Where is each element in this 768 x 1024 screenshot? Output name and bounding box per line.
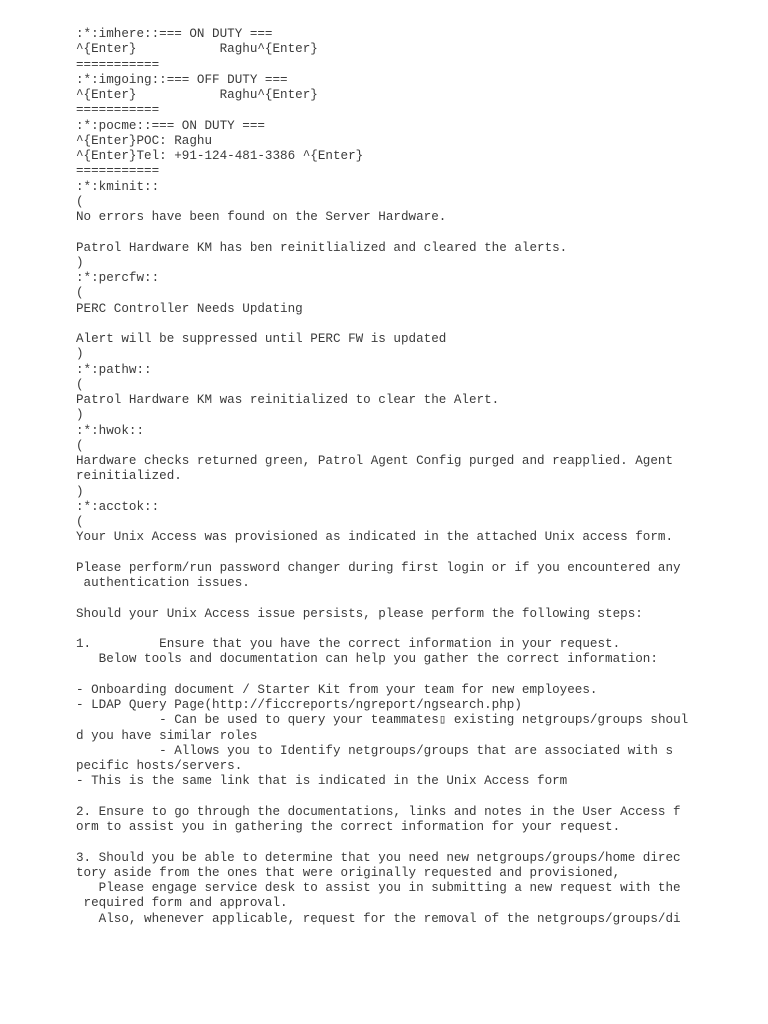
text-line: - Onboarding document / Starter Kit from your team for new employees. bbox=[76, 682, 598, 697]
text-line: ) bbox=[76, 347, 84, 362]
text-line bbox=[76, 317, 756, 332]
text-line: :*:pathw:: bbox=[76, 362, 152, 377]
text-line: tory aside from the ones that were originally requested and provisioned, bbox=[76, 865, 621, 880]
text-line: =========== bbox=[76, 164, 160, 179]
text-line: Below tools and documentation can help you gather the correct information: bbox=[76, 652, 658, 667]
text-line: PERC Controller Needs Updating bbox=[76, 301, 303, 316]
text-line: :*:hwok:: bbox=[76, 423, 145, 438]
text-line: :*:percfw:: bbox=[76, 271, 160, 285]
text-line: ^{Enter} Raghu^{Enter} bbox=[76, 88, 318, 102]
text-line: :*:imhere::=== ON DUTY === bbox=[76, 27, 273, 41]
text-line: =========== bbox=[76, 57, 160, 72]
text-line: reinitialized. bbox=[76, 469, 182, 484]
text-line: ) bbox=[76, 408, 84, 423]
text-line: ^{Enter} Raghu^{Enter} bbox=[76, 42, 318, 57]
text-line: :*:imgoing::=== OFF DUTY === bbox=[76, 72, 288, 87]
text-line: :*:acctok:: bbox=[76, 499, 160, 514]
text-line: ^{Enter}Tel: +91-124-481-3386 ^{Enter} bbox=[76, 149, 364, 163]
text-line: authentication issues. bbox=[76, 576, 250, 590]
text-line bbox=[76, 546, 756, 561]
text-line bbox=[76, 790, 756, 805]
text-line bbox=[76, 668, 756, 683]
text-line: Also, whenever applicable, request for the removal of the netgroups/groups/di bbox=[76, 911, 681, 926]
text-line: Should your Unix Access issue persists, please perform the following steps: bbox=[76, 606, 643, 621]
text-line: - Can be used to query your teammates▯ existing netgroups/groups shoul bbox=[76, 713, 689, 728]
text-line: ( bbox=[76, 515, 84, 529]
text-line: No errors have been found on the Server Hardware. bbox=[76, 210, 447, 224]
text-line bbox=[76, 622, 756, 637]
text-line: Patrol Hardware KM has ben reinitlialized and cleared the alerts. bbox=[76, 240, 568, 255]
text-line: ) bbox=[76, 255, 84, 270]
text-line: - LDAP Query Page(http://ficcreports/ngreport/ngsearch.php) bbox=[76, 698, 522, 712]
text-line: Please perform/run password changer during first login or if you encountered any bbox=[76, 560, 681, 575]
text-line: Please engage service desk to assist you in submitting a new request with the bbox=[76, 881, 681, 895]
text-line bbox=[76, 591, 756, 606]
text-line: 2. Ensure to go through the documentations, links and notes in the User Access f bbox=[76, 804, 681, 819]
text-line: d you have similar roles bbox=[76, 728, 258, 743]
text-line: :*:pocme::=== ON DUTY === bbox=[76, 118, 265, 133]
text-line: :*:kminit:: bbox=[76, 179, 160, 194]
text-line: - This is the same link that is indicated in the Unix Access form bbox=[76, 774, 568, 789]
text-line: Your Unix Access was provisioned as indicated in the attached Unix access form. bbox=[76, 530, 674, 545]
text-line: =========== bbox=[76, 103, 160, 118]
text-line: ( bbox=[76, 194, 84, 209]
text-line: orm to assist you in gathering the correct information for your request. bbox=[76, 820, 621, 834]
text-line: ( bbox=[76, 438, 84, 453]
text-line: Hardware checks returned green, Patrol Agent Config purged and reapplied. Agent bbox=[76, 454, 674, 468]
text-line: Alert will be suppressed until PERC FW is updated bbox=[76, 332, 447, 346]
text-line: Patrol Hardware KM was reinitialized to clear the Alert. bbox=[76, 393, 500, 407]
text-line: 1. Ensure that you have the correct information in your request. bbox=[76, 637, 621, 651]
text-line bbox=[76, 835, 756, 850]
text-line: required form and approval. bbox=[76, 896, 288, 911]
text-line: 3. Should you be able to determine that you need new netgroups/groups/home direc bbox=[76, 850, 681, 865]
text-line: - Allows you to Identify netgroups/groups that are associated with s bbox=[76, 743, 674, 758]
text-line: ( bbox=[76, 377, 84, 392]
text-line: ) bbox=[76, 484, 84, 499]
text-line: ^{Enter}POC: Raghu bbox=[76, 133, 213, 148]
text-line: ( bbox=[76, 286, 84, 301]
document-page bbox=[76, 27, 756, 927]
text-line: pecific hosts/servers. bbox=[76, 759, 243, 773]
text-line bbox=[76, 225, 756, 240]
